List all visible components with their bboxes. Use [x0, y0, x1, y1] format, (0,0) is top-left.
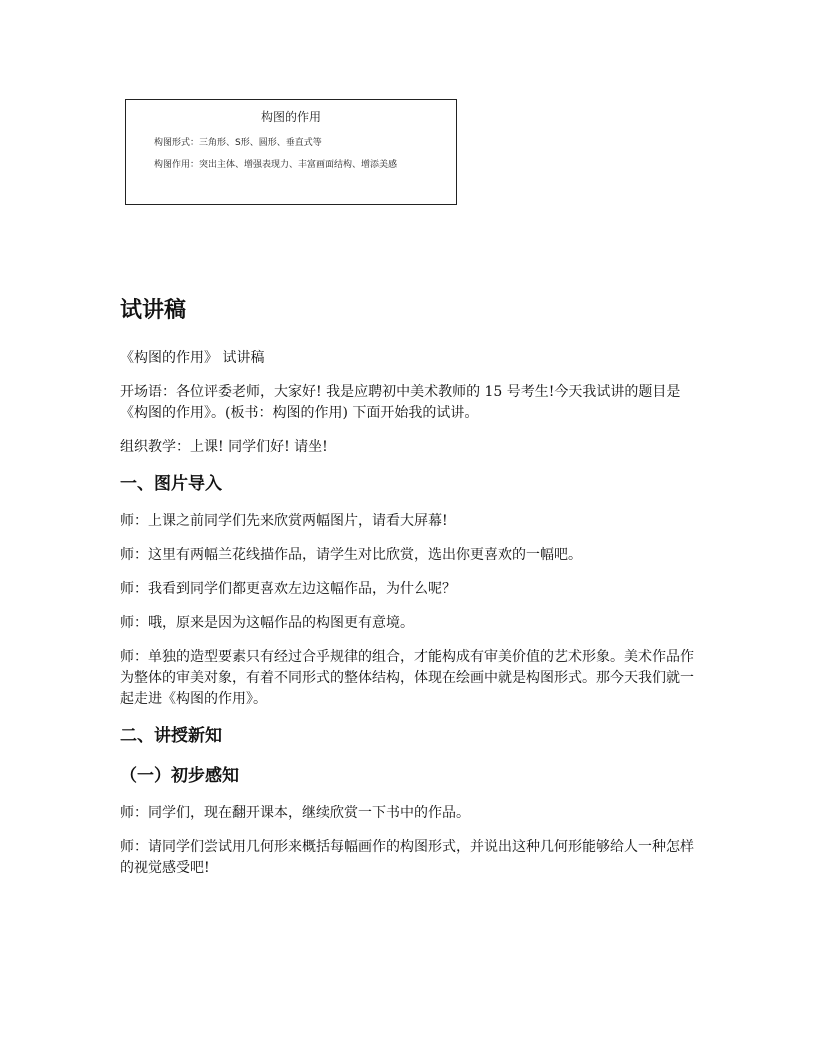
paragraph: 师：单独的造型要素只有经过合乎规律的组合，才能构成有审美价值的艺术形象。美术作品作为整体的审美对象，有着不同形式的整体结构，体现在绘画中就是构图形式。那今天我们就一起走进《构图的作用》。	[120, 649, 694, 707]
document-title: 试讲稿	[120, 298, 187, 323]
board-line-forms: 构图形式：三角形、S形、圆形、垂直式等	[154, 138, 322, 148]
paragraph: 师：请同学们尝试用几何形来概括每幅画作的构图形式，并说出这种几何形能够给人一种怎样的视觉感受吧!	[120, 839, 694, 876]
paragraph: 师：上课之前同学们先来欣赏两幅图片，请看大屏幕!	[120, 513, 448, 529]
lesson-subtitle: 《构图的作用》 试讲稿	[120, 350, 265, 366]
board-title: 构图的作用	[260, 110, 321, 124]
opening-paragraph: 开场语：各位评委老师，大家好! 我是应聘初中美术教师的 15 号考生!今天我试讲的题目是 《构图的作用》。(板书：构图的作用) 下面开始我的试讲。	[120, 384, 681, 421]
paragraph: 师：同学们，现在翻开课本，继续欣赏一下书中的作品。	[120, 805, 470, 821]
paragraph: 师：哦，原来是因为这幅作品的构图更有意境。	[120, 615, 414, 631]
subsection-heading-1: （一）初步感知	[120, 766, 239, 786]
section-heading-2: 二、讲授新知	[120, 726, 222, 746]
paragraph: 师：这里有两幅兰花线描作品，请学生对比欣赏，选出你更喜欢的一幅吧。	[120, 547, 582, 563]
board-summary-box	[125, 99, 457, 205]
organize-paragraph: 组织教学：上课! 同学们好! 请坐!	[120, 439, 328, 455]
paragraph: 师：我看到同学们都更喜欢左边这幅作品，为什么呢？	[120, 581, 456, 597]
section-heading-1: 一、图片导入	[120, 474, 222, 494]
document-body	[120, 294, 700, 892]
board-line-functions: 构图作用：突出主体、增强表现力、丰富画面结构、增添美感	[154, 160, 398, 170]
